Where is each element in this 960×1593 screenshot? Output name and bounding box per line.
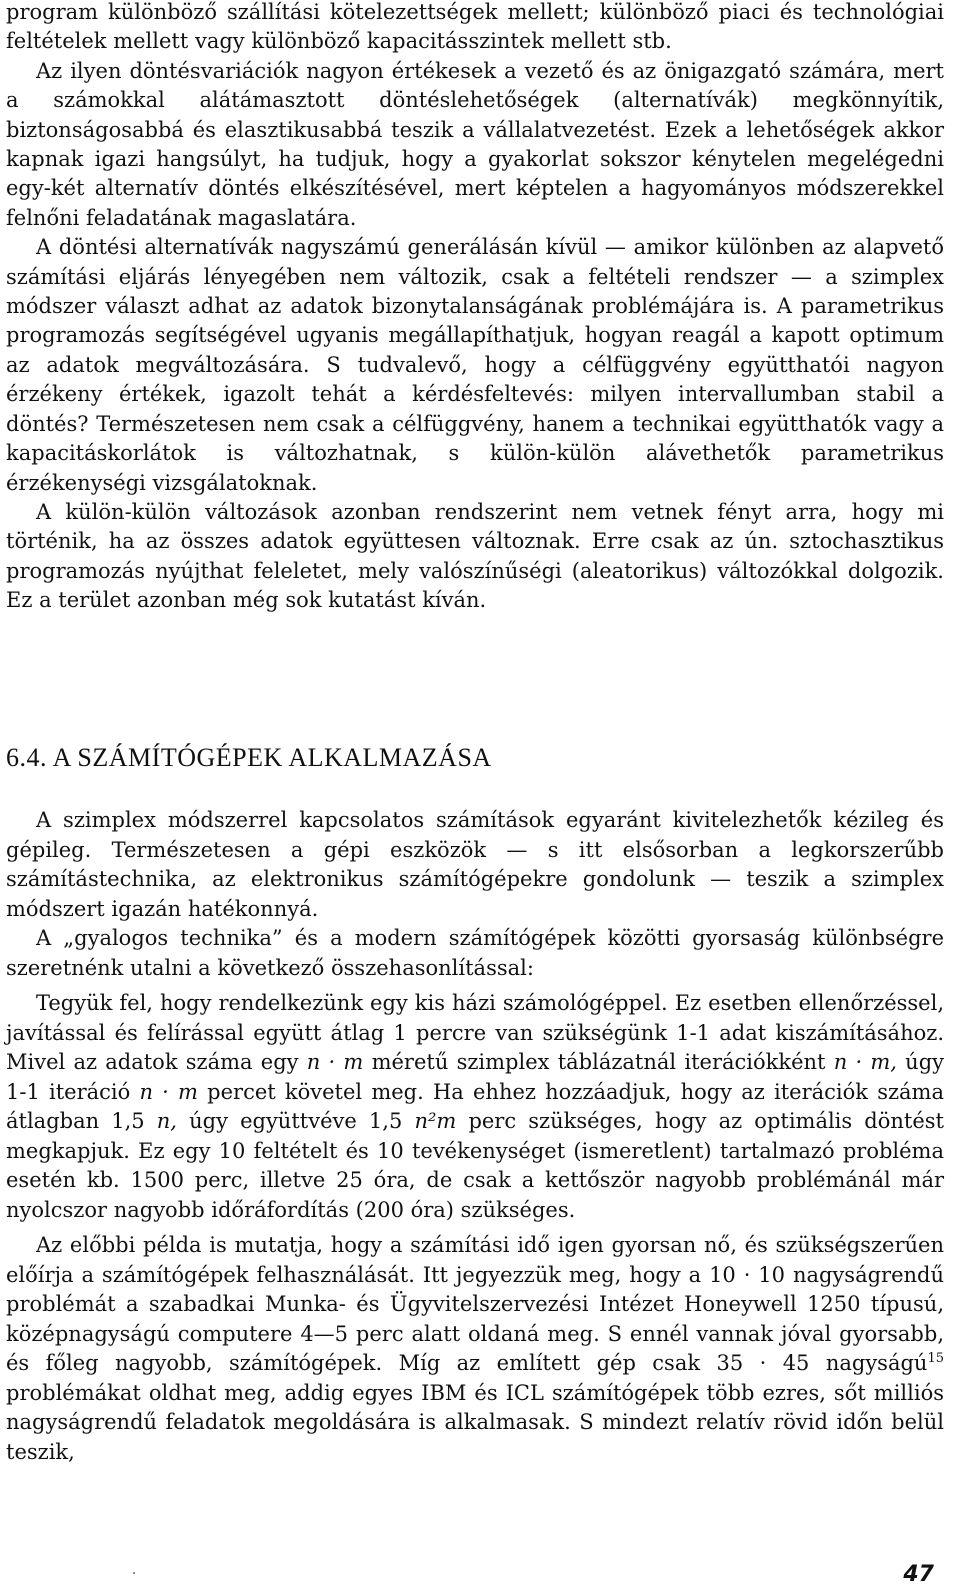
- section-heading: [6, 743, 492, 773]
- speck-mark: [133, 1572, 135, 1574]
- paragraph-computer-speed: [6, 1231, 944, 1467]
- text-run: Tegyük fel, hogy rendelkezünk egy kis házi számológéppel. Ez esetben ellenőrzéssel, javítással és felírással együtt átlag 1 percre van szükségünk 1-1 adat kiszámításához. Mivel az adatok száma egy: [6, 991, 944, 1074]
- text-run: úgy együttvéve 1,5: [176, 1109, 415, 1133]
- paragraph-parametric-programming: A döntési alternatívák nagyszámú generálásán kívül — amikor különben az alapvető számítási eljárás lényegében nem változik, csak a feltételi rendszer — a szimplex módszer választ adhat az adatok bizonytalanságának problémájára is. A parametrikus programozás segítségével ugyanis megállapíthatjuk, hogyan reagál a kapott optimum az adatok megváltozására. S tudvalevő, hogy a célfüggvény együtthatói nagyon érzékeny értékek, igazolt tehát a kérdésfeltevés: milyen intervallumban stabil a döntés? Természetesen nem csak a célfüggvény, hanem a technikai együtthatók vagy a kapacitáskorlátok is változhatnak, s külön-külön alávethetők parametrikus érzékenységi vizsgálatoknak.: [6, 235, 944, 495]
- paragraph-simplex-computation: A szimplex módszerrel kapcsolatos számítások egyaránt kivitelezhetők kézileg és gépileg. Természetesen a gépi eszközök — s itt elsősorban a legkorszerűbb számítástechnika, az elektronikus számítógépekre gondolunk — teszik a szimplex módszert igazán hatékonnyá.: [6, 808, 944, 921]
- text-run: problémákat oldhat meg, addig egyes IBM és ICL számítógépek több ezres, sőt milliós nagyságrendű feladatok megoldására is alkalmasak. S mindezt relatív rövid idő: [6, 1380, 944, 1434]
- paragraph-calculator-example: [6, 989, 944, 1225]
- text-run: percet követel meg. Ha ehhez hozzáadjuk, hogy az iterációk száma átlagban 1,5: [6, 1079, 944, 1133]
- page-number: 47: [903, 1562, 934, 1587]
- paragraph-continuation: program különböző szállítási kötelezettségek mellett; különböző piaci és technológiai feltételek mellett vagy különböző kapacitásszintek mellett stb.: [6, 0, 944, 54]
- formula-n2m: n²m: [414, 1109, 457, 1133]
- paragraph-stochastic-programming: A külön-külön változások azonban rendszerint nem vetnek fényt arra, hogy mi történik, ha az összes adatok együttesen változnak. Erre csak az ún. sztochasztikus programozás nyújthat feleletet, mely valószínűségi (aleatorikus) változókkal dolgozik. Ez a terület azonban még sok kutatást kíván.: [6, 499, 944, 613]
- text-run: perc szükséges, hogy az optimális döntést megkapjuk. Ez egy 10 feltételt és 10 tevékenységet (ismeretlent) tartalmazó probléma esetén kb. 1500 perc, illetve 25 óra, de csak a kettőször nagyobb problémánál már nyolcszor nagyobb időráfordítás (200 óra) szükséges.: [6, 1109, 944, 1222]
- text-run: n belül teszik,: [6, 1410, 945, 1464]
- section-number: 6.4.: [6, 743, 47, 772]
- paragraph-decision-variations: Az ilyen döntésvariációk nagyon értékesek a vezető és az önigazgató számára, mert a számokkal alátámasztott döntéslehetőségek (alternatívák) megkönnyítik, biztonságosabbá és elasztikusabbá teszik a vállalatvezetést. Ezek a lehetőségek akkor kapnak igazi hangsúlyt, ha tudjuk, hogy a gyakorlat sokszor kénytelen megelégedni egy-két alternatív döntés elkészítésével, mert képtelen a hagyományos módszerekkel felnőni feladatának magaslatára.: [6, 58, 944, 230]
- text-run: Az előbbi példa is mutatja, hogy a számítási idő igen gyorsan nő, és szükségszerűen előírja a számítógépek felhasználását. Itt jegyezzük meg, hogy a 10 · 10 nagyságrendű problémát a szabadkai Munka- és Ügyvitelszervezési Intézet Honeywell 1250 típusú, középnagyságú computere 4—5 perc alatt oldaná meg. S ennél vannak jóval gyorsabb, és főleg nagyobb, számítógépek. Míg az említett gép csak 35 · 45 nagyságú: [6, 1233, 944, 1375]
- text-block-lower: [6, 806, 944, 1467]
- paragraph-speed-comparison: A „gyalogos technika” és a modern számítógépek közötti gyorsaság különbségre szeretnénk utalni a következő összehasonlítással:: [6, 926, 944, 980]
- section-title-text: A SZÁMÍTÓGÉPEK ALKALMAZÁSA: [52, 743, 492, 772]
- footnote-marker[interactable]: 15: [927, 1351, 944, 1366]
- text-block-upper: [6, 0, 944, 616]
- text-run: úgy 1-1 iteráció: [6, 1050, 945, 1104]
- formula-n: n,: [156, 1109, 177, 1133]
- formula-n-m: n · m: [139, 1079, 198, 1104]
- formula-n-m: n · m,: [833, 1050, 897, 1074]
- formula-n-m: n · m: [306, 1050, 364, 1074]
- text-run: méretű szimplex táblázatnál iterációkként: [363, 1050, 834, 1074]
